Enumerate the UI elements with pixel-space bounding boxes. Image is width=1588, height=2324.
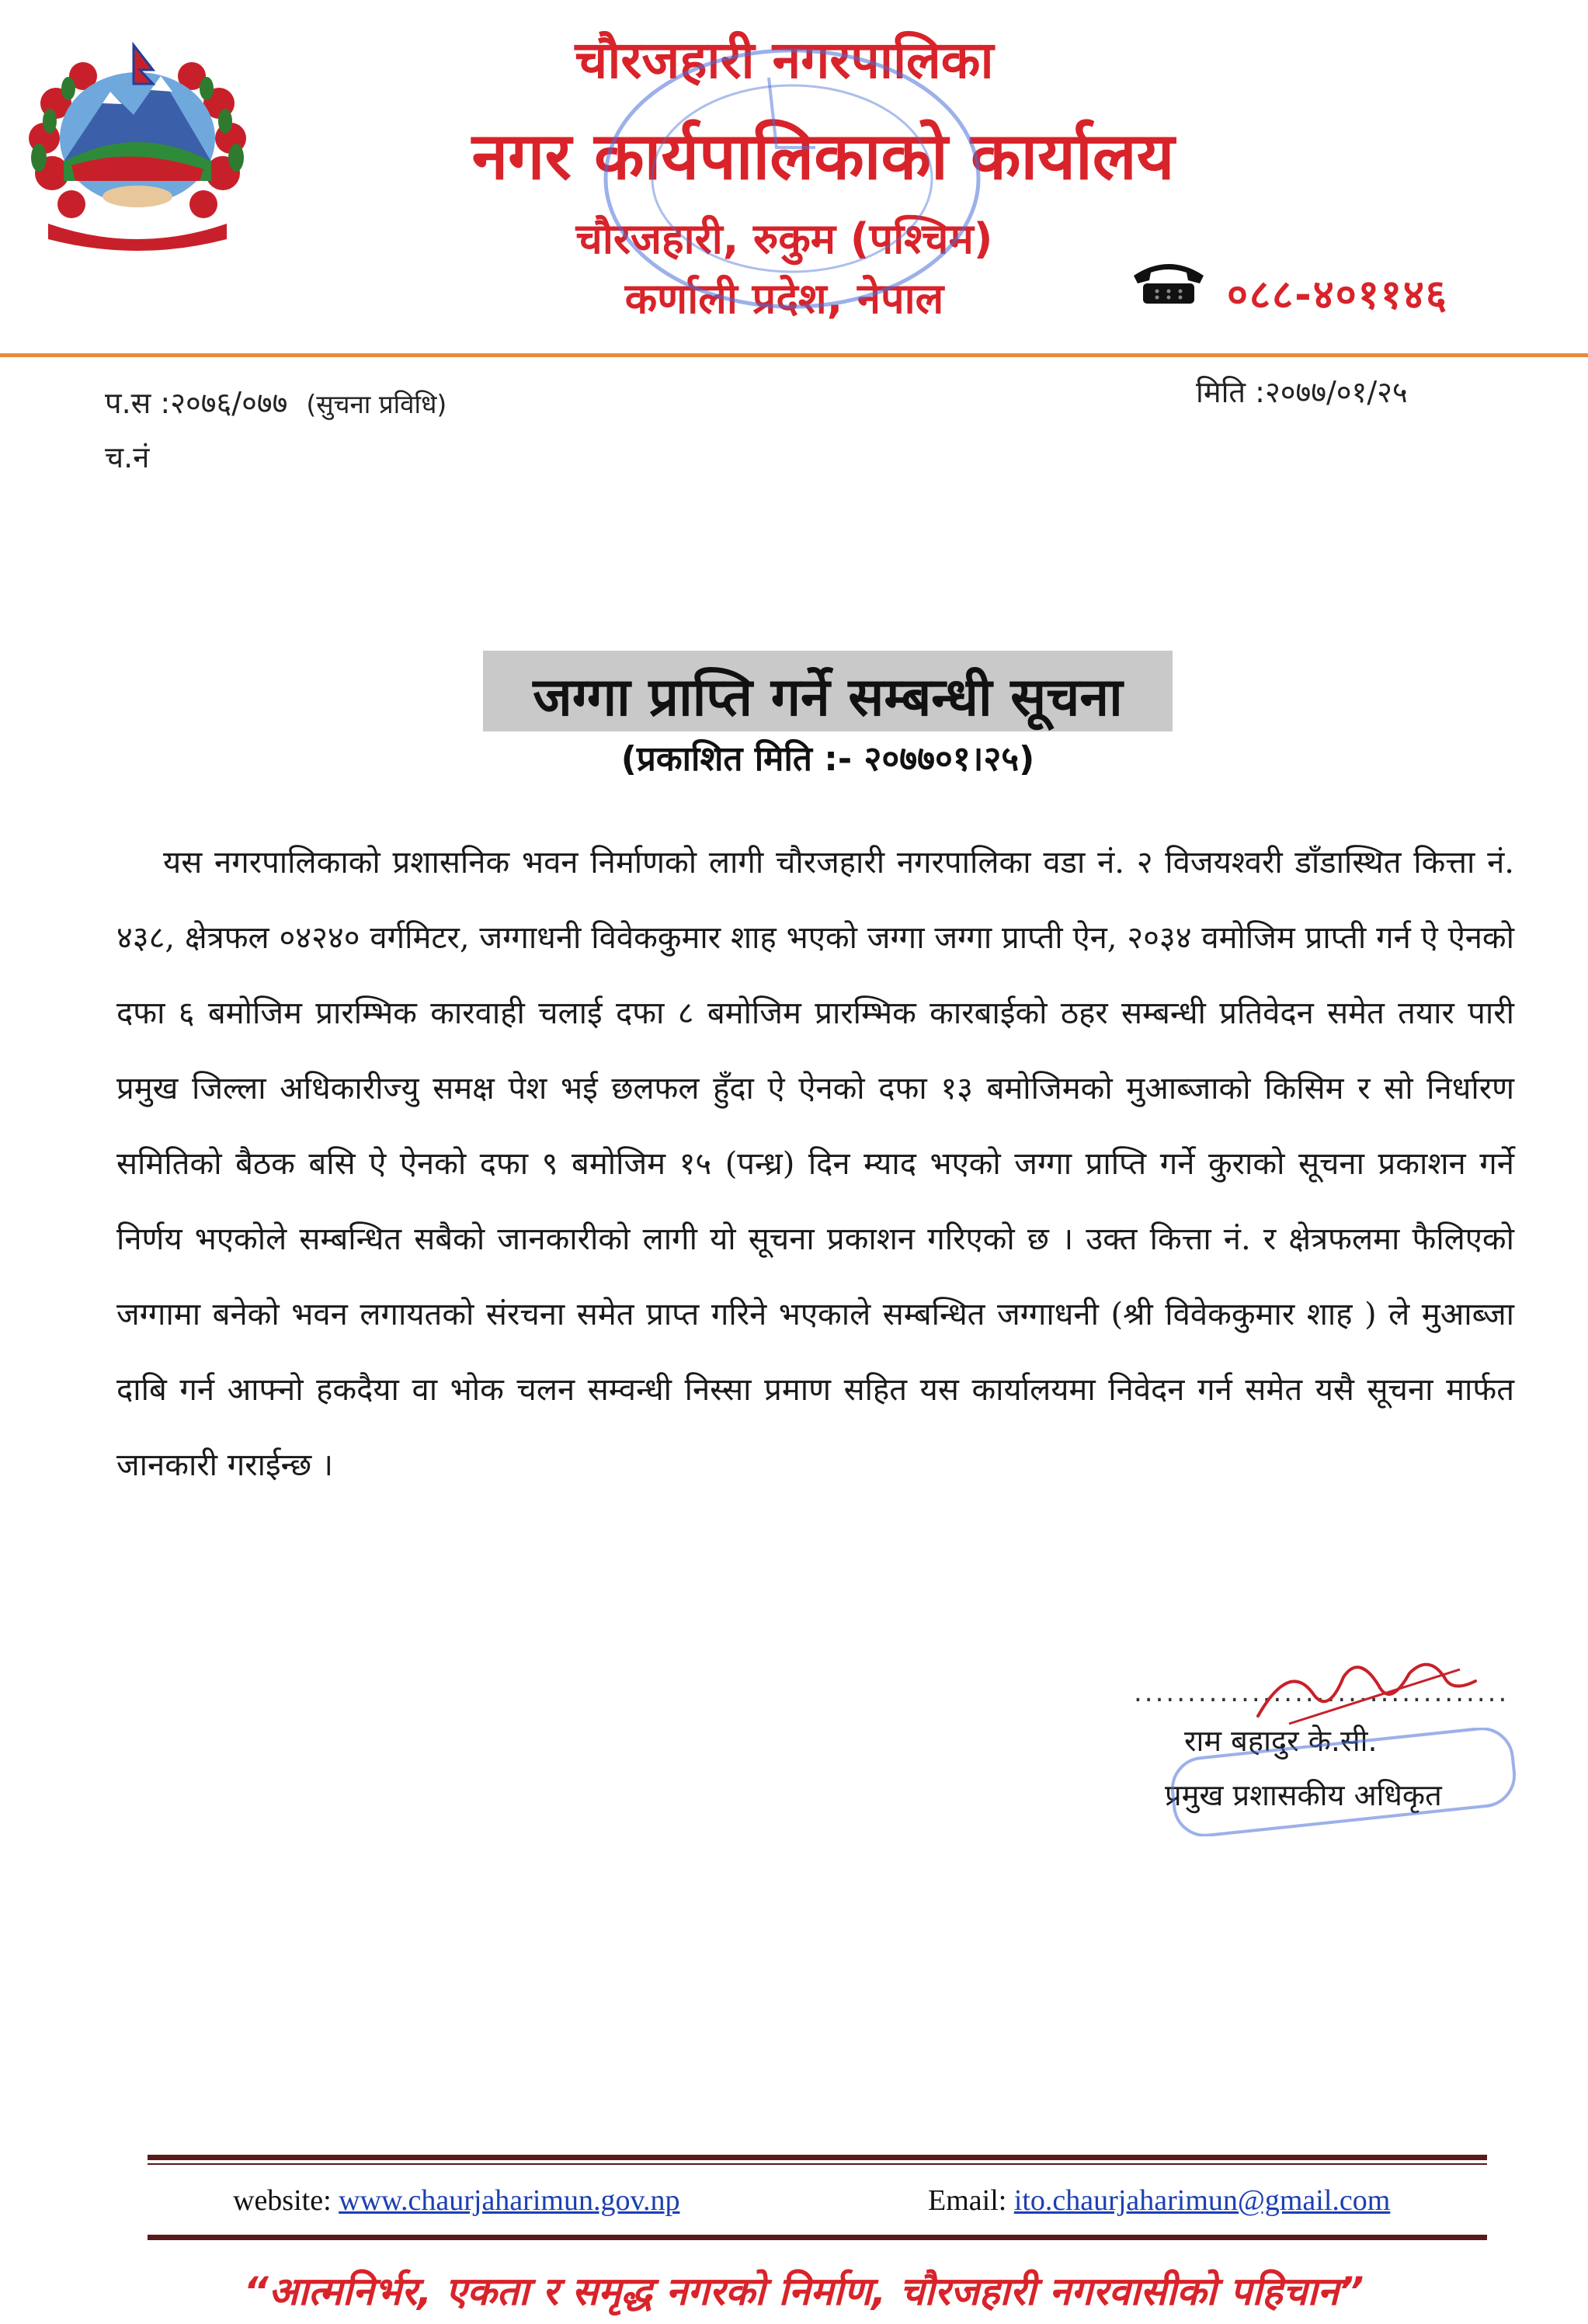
office-address: चौरजहारी, रुकुम (पश्चिम)	[575, 214, 993, 263]
email-label: Email:	[928, 2184, 1007, 2217]
dispatch-number: च.नं	[105, 440, 150, 474]
notice-body: यस नगरपालिकाको प्रशासनिक भवन निर्माणको लागी चौरजहारी नगरपालिका वडा नं. २ विजयश्वरी डाँडास्थित कित्ता नं. ४३८, क्षेत्रफल ०४२४० वर्गमिटर, जग्गाधनी विवेककुमार शाह भएको जग्गा जग्गा प्राप्ती ऐन, २०३४ वमोजिम प्राप्ती गर्न ऐ ऐनको दफा ६ बमोजिम प्रारम्भिक कारवाही चलाई दफा ८ बमोजिम प्रारम्भिक कारबाईको ठहर सम्बन्धी प्रतिवेदन समेत तयार पारी प्रमुख जिल्ला अधिकारीज्यु समक्ष पेश भई छलफल हुँदा ऐ ऐनको दफा १३ बमोजिमको मुआब्जाको किसिम र सो निर्धारण समितिको बैठक बसि ऐ ऐनको दफा ९ बमोजिम १५ (पन्ध्र) दिन म्याद भएको जग्गा प्राप्ति गर्ने कुराको सूचना प्रकाशन गर्ने निर्णय भएकोले सम्बन्धित सबैको जानकारीको लागी यो सूचना प्रकाशन गरिएको छ । उक्त कित्ता नं. र क्षेत्रफलमा फैलिएको जग्गामा बनेको भवन लगायतको संरचना समेत प्राप्त गरिने भएकाले सम्बन्धित जग्गाधनी (श्री विवेककुमार शाह ) ले मुआब्जा दाबि गर्न आफ्नो हकदैया वा भोक चलन सम्वन्धी निस्सा प्रमाण सहित यस कार्यालयमा निवेदन गर्न समेत यसै सूचना मार्फत जानकारी गराईन्छ ।	[116, 845, 1514, 1483]
signatory-title: प्रमुख प्रशासकीय अधिकृत	[1165, 1778, 1442, 1812]
office-province: कर्णाली प्रदेश, नेपाल	[624, 274, 944, 323]
office-phone: ०८८-४०११४६	[1227, 272, 1448, 318]
footer-divider-thin	[148, 2163, 1487, 2165]
signatory-name: राम बहादुर के.सी.	[1184, 1724, 1378, 1758]
office-stamp-seal	[590, 31, 994, 326]
office-name: नगर कार्यपालिकाको कार्यालय	[471, 118, 1175, 194]
municipality-slogan: “आत्मनिर्भर, एकता र समृद्ध नगरको निर्माण, चौरजहारी नगरवासीको पहिचान”	[243, 2269, 1364, 2314]
notice-title: जग्गा प्राप्ति गर्ने सम्बन्धी सूचना	[533, 667, 1123, 728]
website-link[interactable]: www.chaurjaharimun.gov.np	[339, 2184, 680, 2217]
letter-date: मिति :२०७७/०१/२५	[1196, 375, 1408, 409]
municipality-name: चौरजहारी नगरपालिका	[575, 30, 994, 90]
reference-section: (सुचना प्रविधि)	[306, 389, 447, 419]
footer-website	[233, 2183, 679, 2218]
footer-divider-bottom	[148, 2235, 1487, 2240]
official-stamp	[1149, 1728, 1538, 1836]
header-divider	[0, 353, 1588, 357]
nepal-emblem-logo	[17, 30, 258, 255]
reference-number	[105, 382, 447, 422]
email-link[interactable]: ito.chaurjaharimun@gmail.com	[1013, 2184, 1391, 2217]
footer-email	[928, 2183, 1390, 2218]
reference-number-value: प.स :२०७६/०७७	[105, 386, 288, 420]
telephone-icon	[1126, 252, 1211, 307]
website-label: website:	[233, 2184, 332, 2217]
footer-divider-thick	[148, 2155, 1487, 2160]
publish-date: (प्रकाशित मिति :- २०७७०१।२५)	[620, 739, 1035, 779]
signature-line: ...................................	[1134, 1677, 1510, 1708]
